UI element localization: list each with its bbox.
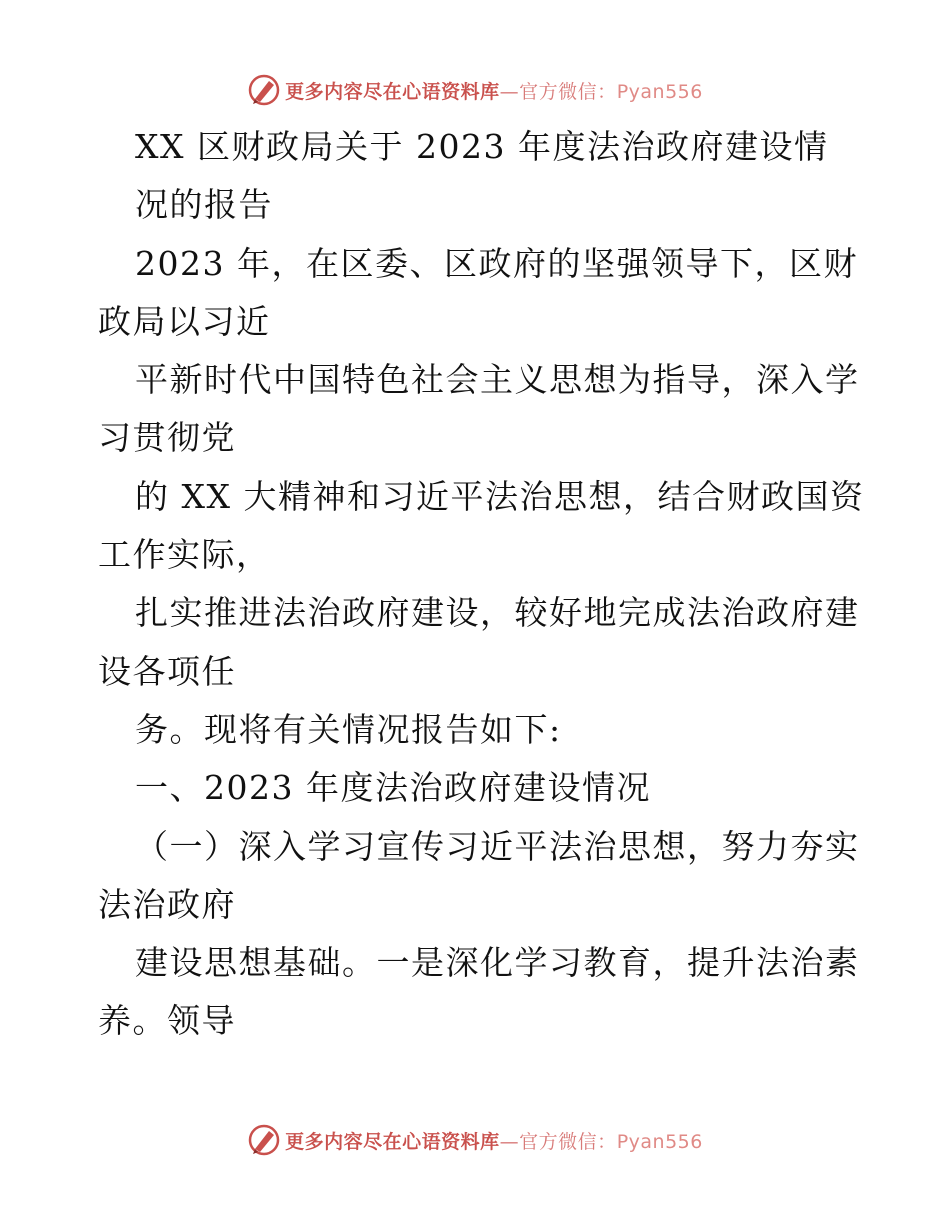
document-line: 法治政府: [98, 884, 236, 924]
watermark-text: [285, 77, 703, 104]
watermark-separator: —: [499, 1130, 520, 1153]
watermark-brand: 更多内容尽在心语资料库: [285, 80, 500, 103]
pen-logo-icon: [247, 1123, 281, 1157]
document-line: 扎实推进法治政府建设，较好地完成法治政府建: [135, 593, 860, 633]
watermark-brand: 更多内容尽在心语资料库: [285, 1130, 500, 1153]
watermark-banner-bottom: [0, 1120, 950, 1160]
document-line: 设各项任: [98, 651, 236, 691]
document-line: 建设思想基础。一是深化学习教育，提升法治素: [135, 943, 860, 983]
document-line: 政局以习近: [98, 301, 271, 341]
watermark-separator: —: [499, 80, 520, 103]
document-line: 务。现将有关情况报告如下:: [135, 709, 562, 749]
document-body: [98, 118, 865, 1051]
watermark-text: [285, 1127, 703, 1154]
document-line: 2023 年，在区委、区政府的坚强领导下，区财: [135, 243, 858, 283]
document-line: （一）深入学习宣传习近平法治思想，努力夯实: [135, 826, 860, 866]
document-line: 平新时代中国特色社会主义思想为指导，深入学: [135, 360, 860, 400]
document-line: 一、2023 年度法治政府建设情况: [135, 768, 651, 808]
watermark-contact: 官方微信：: [519, 1130, 617, 1153]
document-line: 养。领导: [98, 1001, 236, 1041]
pen-logo-icon: [247, 73, 281, 107]
watermark-contact: 官方微信：: [519, 80, 617, 103]
watermark-banner-top: [0, 70, 950, 110]
watermark-handle: Pyan556: [616, 1130, 703, 1153]
document-line: 工作实际，: [98, 535, 271, 575]
document-line: 况的报告: [135, 185, 273, 225]
document-line: 习贯彻党: [98, 418, 236, 458]
document-line: XX 区财政局关于 2023 年度法治政府建设情: [135, 127, 829, 166]
watermark-handle: Pyan556: [616, 80, 703, 103]
document-line: 的 XX 大精神和习近平法治思想，结合财政国资: [135, 476, 865, 516]
